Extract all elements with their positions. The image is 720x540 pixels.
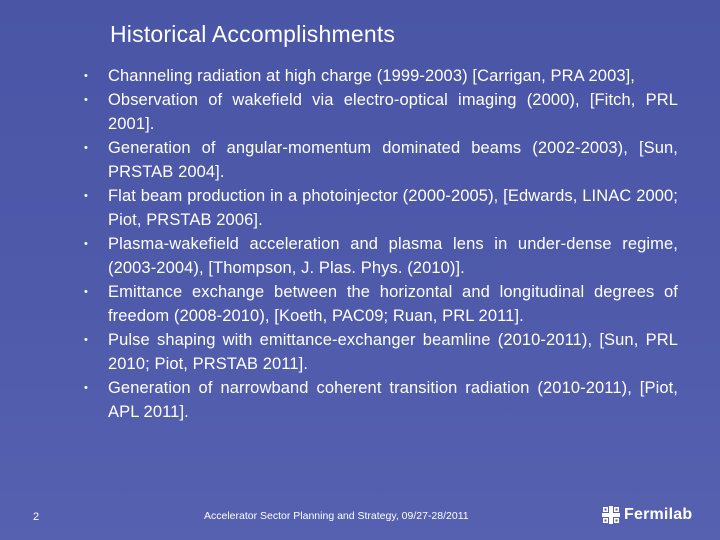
bullet-item [84,280,678,328]
bullet-dot-icon: • [84,334,88,346]
bullet-text: Generation of narrowband coherent transition radiation (2010-2011), [Piot, APL 2011]. [108,379,678,421]
bullet-dot-icon: • [84,94,88,106]
bullet-text: Generation of angular-momentum dominated beams (2002-2003), [Sun, PRSTAB 2004]. [108,139,678,181]
bullet-dot-icon: • [84,238,88,250]
bullet-dot-icon: • [84,382,88,394]
bullet-text: Pulse shaping with emittance-exchanger beamline (2010-2011), [Sun, PRL 2010; Piot, PRSTAB 2011]. [108,331,678,373]
bullet-list [84,64,678,424]
footer-text: Accelerator Sector Planning and Strategy, 09/27-28/2011 [204,510,469,522]
bullet-text: Channeling radiation at high charge (1999-2003) [Carrigan, PRA 2003], [108,67,635,85]
bullet-text: Plasma-wakefield acceleration and plasma lens in under-dense regime, (2003-2004), [Thompson, J. Plas. Phys. (2010)]. [108,235,678,277]
fermilab-logo-icon [602,506,620,524]
bullet-dot-icon: • [84,142,88,154]
logo-text: Fermilab [624,506,693,523]
bullet-item [84,184,678,232]
page-number: 2 [33,511,40,523]
bullet-dot-icon: • [84,190,88,202]
bullet-item [84,136,678,184]
bullet-dot-icon: • [84,70,88,82]
bullet-item [84,88,678,136]
bullet-item [84,64,678,88]
fermilab-logo [602,506,692,524]
bullet-item [84,328,678,376]
bullet-text: Emittance exchange between the horizontal and longitudinal degrees of freedom (2008-2010), [Koeth, PAC09; Ruan, PRL 2011]. [108,283,678,325]
bullet-item [84,232,678,280]
bullet-text: Observation of wakefield via electro-optical imaging (2000), [Fitch, PRL 2001]. [108,91,678,133]
bullet-text: Flat beam production in a photoinjector (2000-2005), [Edwards, LINAC 2000; Piot, PRSTAB 2006]. [108,187,678,229]
bullet-dot-icon: • [84,286,88,298]
slide-title: Historical Accomplishments [110,21,396,47]
bullet-item [84,376,678,424]
